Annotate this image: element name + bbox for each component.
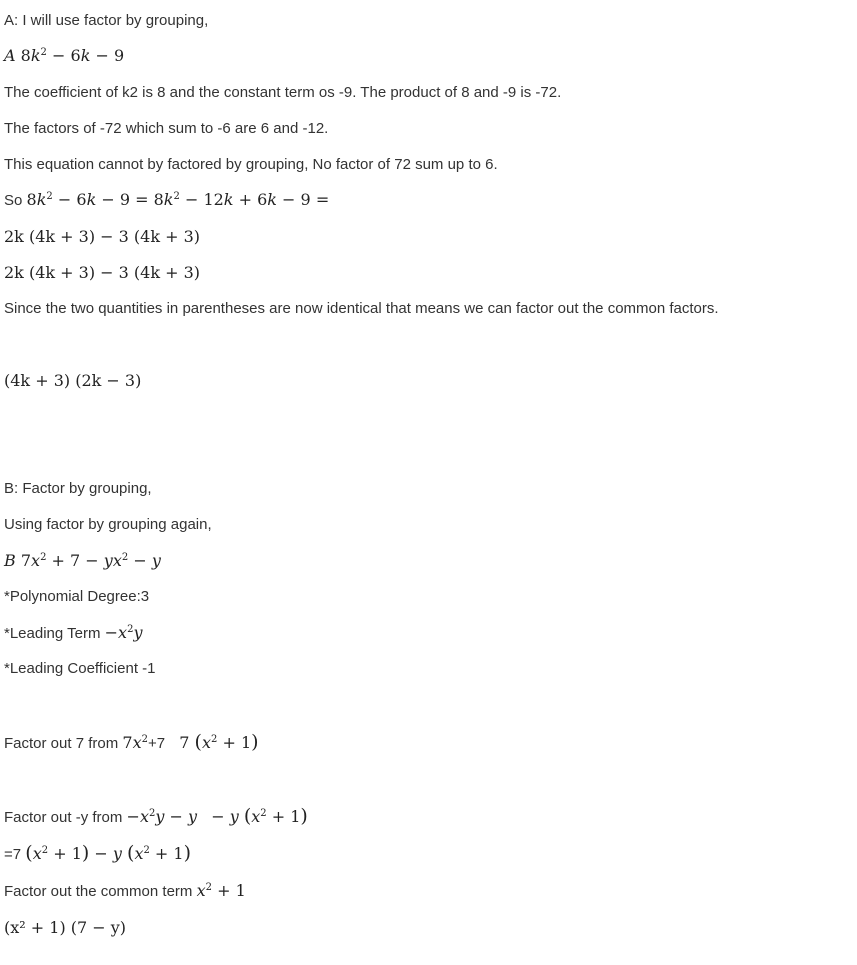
part-b-label: B	[4, 551, 16, 570]
final-result: (x² + 1) (7 − y)	[4, 918, 127, 937]
polynomial-degree: *Polynomial Degree:3	[4, 588, 150, 605]
factor-y-result: − y $(x^2 + 1)$	[211, 805, 308, 827]
part-a-expression	[4, 46, 124, 66]
leading-term-math: $-x^2y$	[104, 623, 143, 642]
leading-term-line	[4, 623, 142, 644]
combined-line	[4, 843, 191, 865]
factor-7-term: $7x^2$	[122, 733, 148, 752]
factor-y-prefix: Factor out -y from	[4, 809, 123, 826]
common-term-text: Factor out the common term	[4, 883, 193, 900]
factor-y-line	[4, 806, 308, 828]
factor-7-tail: +7	[147, 735, 166, 752]
part-a-cannot-text: This equation cannot by factored by grouping, No factor of 72 sum up to 6.	[4, 156, 498, 173]
factor-y-term: $-x^2y - y$	[126, 807, 198, 826]
part-a-so-line	[4, 190, 329, 211]
part-a-result: (4k + 3) (2k − 3)	[4, 371, 142, 390]
part-b-polynomial: $7x^2 + 7 - yx^2 - y$	[20, 551, 161, 570]
part-b-intro: B: Factor by grouping,	[4, 480, 152, 497]
part-a-polynomial: $8k^2 - 6k - 9$	[20, 46, 125, 65]
identical-text: Since the two quantities in parentheses are now identical that means we can factor out the common factors.	[4, 300, 719, 317]
leading-term-label: *Leading Term	[4, 625, 101, 642]
so-expression: $8k^2 - 6k - 9 = 8k^2 - 12k + 6k - 9$ =	[26, 190, 330, 209]
part-a-intro: A: I will use factor by grouping,	[4, 12, 209, 29]
part-b-again: Using factor by grouping again,	[4, 516, 212, 533]
factor-7-line	[4, 732, 259, 754]
grouping-line-2: 2k (4k + 3) − 3 (4k + 3)	[4, 263, 201, 282]
common-term-line	[4, 881, 246, 902]
part-b-expression	[4, 551, 161, 571]
factor-7-result: 7 $(x^2 + 1)$	[179, 731, 259, 753]
part-a-coefficient-text: The coefficient of k2 is 8 and the constant term os -9. The product of 8 and -9 is -72.	[4, 84, 562, 101]
grouping-line-1: 2k (4k + 3) − 3 (4k + 3)	[4, 227, 201, 246]
combined-prefix: =7	[4, 846, 22, 863]
part-a-label: A	[4, 46, 16, 65]
leading-coefficient: *Leading Coefficient -1	[4, 660, 156, 677]
common-term-math: $x^2 + 1$	[196, 881, 246, 900]
factor-7-prefix: Factor out 7 from	[4, 735, 119, 752]
combined-math: $(x^2 + 1) - y$ $(x^2 + 1)$	[25, 842, 192, 864]
part-a-factors-text: The factors of -72 which sum to -6 are 6 and -12.	[4, 120, 329, 137]
so-prefix: So	[4, 192, 23, 209]
